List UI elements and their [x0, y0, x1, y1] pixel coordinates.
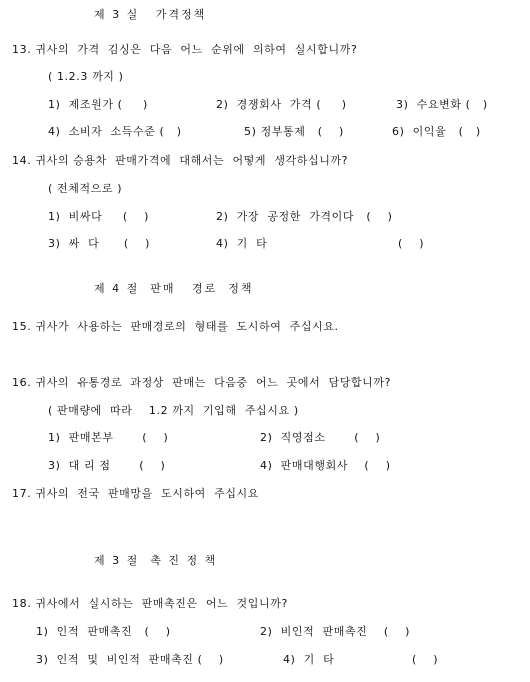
q14-option-2: 2) 가장 공정한 가격이다 ( )	[216, 210, 393, 223]
q16-option-2: 2) 직영점소 ( )	[260, 431, 381, 444]
q14-option-4: 4) 기 타	[216, 237, 268, 250]
q16-option-1: 1) 판매본부 ( )	[48, 431, 169, 444]
q16-option-4: 4) 판매대행회사 ( )	[260, 459, 391, 472]
q16-option-3: 3) 대 리 점 ( )	[48, 459, 166, 472]
question-18: 18. 귀사에서 실시하는 판매촉진은 어느 것입니까?	[12, 597, 288, 610]
q14-option-3: 3) 싸 다 ( )	[48, 237, 151, 250]
q13-option-6: 6) 이익율 ( )	[392, 125, 481, 138]
question-13-note: ( 1.2.3 까지 )	[48, 70, 124, 83]
q18-option-2: 2) 비인적 판매촉진 ( )	[260, 625, 411, 638]
q13-option-1: 1) 제조원가 ( )	[48, 98, 148, 111]
q18-option-1: 1) 인적 판매촉진 ( )	[36, 625, 171, 638]
question-16: 16. 귀사의 유통경로 과정상 판매는 다음중 어느 곳에서 담당합니까?	[12, 376, 392, 389]
q14-option-1: 1) 비싸다 ( )	[48, 210, 150, 223]
question-16-note: ( 판매량에 따라 1.2 까지 기입해 주십시요 )	[48, 404, 299, 417]
question-17: 17. 귀사의 전국 판매망을 도시하여 주십시요	[12, 487, 260, 500]
q18-option-4: 4) 기 타	[283, 653, 335, 666]
q14-option-4-blank: ( )	[398, 237, 425, 250]
q18-option-3: 3) 인적 및 비인적 판매촉진 ( )	[36, 653, 224, 666]
question-13: 13. 귀사의 가격 김싱은 다음 어느 순위에 의하여 실시합니까?	[12, 43, 358, 56]
q18-option-4-blank: ( )	[412, 653, 439, 666]
section-3b-heading: 제 3 절 촉 진 정 책	[94, 554, 218, 567]
q13-option-3: 3) 수요변화 ( )	[396, 98, 488, 111]
question-14-note: ( 전체적으로 )	[48, 182, 123, 195]
question-15: 15. 귀사가 사용하는 판매경로의 형태를 도시하여 주십시요.	[12, 320, 339, 333]
section-3-heading: 제 3 실 가격정책	[94, 8, 207, 21]
q13-option-2: 2) 경쟁회사 가격 ( )	[216, 98, 347, 111]
q13-option-4: 4) 소비자 소득수준 ( )	[48, 125, 182, 138]
section-4-heading: 제 4 절 판매 경로 정책	[94, 282, 254, 295]
question-14: 14. 귀사의 승용차 판매가격에 대해서는 어떻게 생각하십니까?	[12, 154, 349, 167]
q13-option-5: 5) 정부통제 ( )	[244, 125, 344, 138]
